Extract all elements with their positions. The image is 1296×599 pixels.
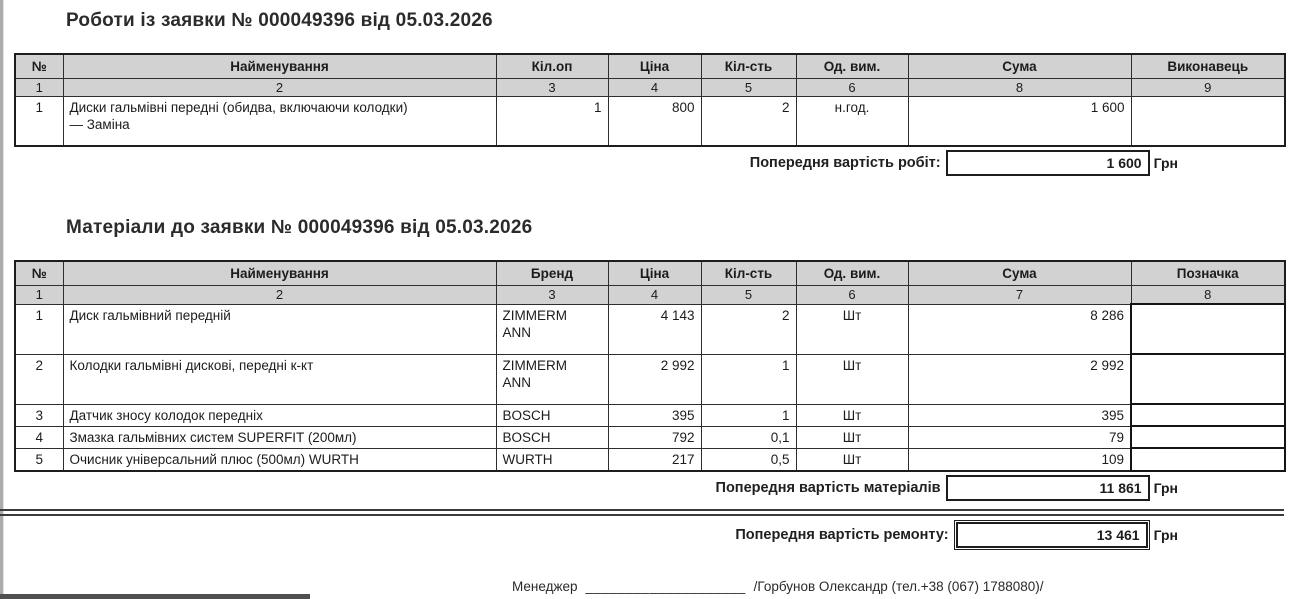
- print-form: [14, 0, 1284, 594]
- materials-column-number: 3: [496, 286, 608, 305]
- materials-column-header: Кіл-сть: [701, 261, 796, 286]
- materials-column-header: Сума: [908, 261, 1131, 286]
- materials-column-header: Позначка: [1131, 261, 1285, 286]
- cell-mark: [1131, 426, 1285, 448]
- cell-unit: Шт: [796, 354, 908, 404]
- materials-column-header: Од. вим.: [796, 261, 908, 286]
- cell-sum: 395: [908, 404, 1131, 426]
- signature-blank-line: ____________________: [585, 578, 746, 594]
- cell-num: 3: [15, 404, 63, 426]
- cell-num: 2: [15, 354, 63, 404]
- materials-total-row: [14, 475, 1284, 501]
- cell-qty_op: 1: [496, 97, 608, 147]
- cell-brand: ZIMMERMANN: [496, 304, 608, 354]
- works-column-header: Сума: [908, 54, 1131, 79]
- cell-num: 4: [15, 426, 63, 448]
- cell-price: 217: [608, 448, 701, 471]
- table-row: [15, 304, 1285, 354]
- cell-name: Змазка гальмівних систем SUPERFIT (200мл): [63, 426, 496, 448]
- works-header-row: [15, 54, 1285, 79]
- cell-price: 395: [608, 404, 701, 426]
- table-row: [15, 404, 1285, 426]
- cell-sum: 109: [908, 448, 1131, 471]
- repair-total-currency: Грн: [1153, 526, 1178, 543]
- repair-total-row: [14, 520, 1284, 550]
- grand-total-separator: [0, 509, 1284, 516]
- cell-name: Очисник універсальний плюс (500мл) WURTH: [63, 448, 496, 471]
- cell-qty: 2: [701, 304, 796, 354]
- manager-label: Менеджер: [512, 578, 578, 594]
- cell-brand: BOSCH: [496, 404, 608, 426]
- cell-sum: 2 992: [908, 354, 1131, 404]
- works-column-number: 5: [701, 79, 796, 97]
- table-row: [15, 354, 1285, 404]
- cell-price: 2 992: [608, 354, 701, 404]
- works-column-header: Ціна: [608, 54, 701, 79]
- cell-unit: Шт: [796, 448, 908, 471]
- works-column-header: Од. вим.: [796, 54, 908, 79]
- cell-name: Колодки гальмівні дискові, передні к-кт: [63, 354, 496, 404]
- cell-unit: Шт: [796, 404, 908, 426]
- works-table-body: [15, 97, 1285, 147]
- works-total-value-box: 1 600: [946, 150, 1150, 176]
- cell-qty: 0,5: [701, 448, 796, 471]
- cell-sum: 8 286: [908, 304, 1131, 354]
- works-column-header: Кіл.оп: [496, 54, 608, 79]
- materials-column-number-row: [15, 286, 1285, 305]
- repair-total-value: 13 461: [956, 522, 1148, 548]
- materials-total-value-box: 11 861: [946, 475, 1150, 501]
- cell-price: 4 143: [608, 304, 701, 354]
- works-column-header: Найменування: [63, 54, 496, 79]
- repair-total-label: Попередня вартість ремонту:: [735, 526, 949, 543]
- cell-num: 5: [15, 448, 63, 471]
- manager-name: /Горбунов Олександр (тел.+38 (067) 1788080)/: [753, 578, 1044, 594]
- works-column-number: 3: [496, 79, 608, 97]
- works-column-number: 6: [796, 79, 908, 97]
- materials-column-number: 2: [63, 286, 496, 305]
- materials-total-currency: Грн: [1153, 479, 1178, 496]
- cell-brand: ZIMMERMANN: [496, 354, 608, 404]
- works-column-number: 4: [608, 79, 701, 97]
- materials-column-number: 7: [908, 286, 1131, 305]
- cell-name: Диск гальмівний передній: [63, 304, 496, 354]
- works-column-number: 8: [908, 79, 1131, 97]
- cell-qty: 1: [701, 354, 796, 404]
- materials-table-head: [15, 261, 1285, 304]
- works-table-head: [15, 54, 1285, 97]
- table-row: [15, 426, 1285, 448]
- works-table: [14, 53, 1286, 147]
- works-column-number: 1: [15, 79, 63, 97]
- works-column-number: 2: [63, 79, 496, 97]
- cell-num: 1: [15, 97, 63, 147]
- cell-sum: 79: [908, 426, 1131, 448]
- table-row: [15, 448, 1285, 471]
- cell-executor: [1131, 97, 1285, 147]
- works-column-header: №: [15, 54, 63, 79]
- cell-unit: н.год.: [796, 97, 908, 147]
- manager-signature-row: [14, 579, 1284, 594]
- materials-column-number: 5: [701, 286, 796, 305]
- materials-column-number: 6: [796, 286, 908, 305]
- table-row: [15, 97, 1285, 147]
- works-column-number: 9: [1131, 79, 1285, 97]
- materials-column-number: 8: [1131, 286, 1285, 305]
- cell-unit: Шт: [796, 304, 908, 354]
- materials-table-body: [15, 304, 1285, 471]
- works-total-label: Попередня вартість робіт:: [749, 155, 941, 171]
- materials-column-header: Ціна: [608, 261, 701, 286]
- materials-table: [14, 260, 1286, 472]
- cell-mark: [1131, 448, 1285, 471]
- works-column-number-row: [15, 79, 1285, 97]
- cell-sum: 1 600: [908, 97, 1131, 147]
- materials-title: Матеріали до заявки № 000049396 від 05.03.2026: [66, 217, 533, 238]
- cell-unit: Шт: [796, 426, 908, 448]
- cell-name: Диски гальмівні передні (обидва, включаючи колодки) — Заміна: [63, 97, 496, 147]
- materials-column-number: 1: [15, 286, 63, 305]
- cell-price: 792: [608, 426, 701, 448]
- cell-mark: [1131, 304, 1285, 354]
- materials-column-header: Найменування: [63, 261, 496, 286]
- cell-brand: BOSCH: [496, 426, 608, 448]
- materials-column-header: Бренд: [496, 261, 608, 286]
- cell-qty: 0,1: [701, 426, 796, 448]
- works-total-currency: Грн: [1153, 155, 1178, 171]
- repair-total-value-box: [954, 520, 1150, 550]
- works-title: Роботи із заявки № 000049396 від 05.03.2026: [66, 10, 493, 31]
- materials-column-number: 4: [608, 286, 701, 305]
- cell-price: 800: [608, 97, 701, 147]
- works-column-header: Кіл-сть: [701, 54, 796, 79]
- cell-qty: 2: [701, 97, 796, 147]
- cell-name: Датчик зносу колодок передніх: [63, 404, 496, 426]
- materials-total-label: Попередня вартість матеріалів: [715, 479, 941, 496]
- works-total-row: [14, 150, 1284, 176]
- cell-brand: WURTH: [496, 448, 608, 471]
- cell-qty: 1: [701, 404, 796, 426]
- works-column-header: Виконавець: [1131, 54, 1285, 79]
- cell-mark: [1131, 354, 1285, 404]
- cell-num: 1: [15, 304, 63, 354]
- materials-header-row: [15, 261, 1285, 286]
- materials-column-header: №: [15, 261, 63, 286]
- bottom-scroll-bar: [0, 594, 310, 599]
- cell-mark: [1131, 404, 1285, 426]
